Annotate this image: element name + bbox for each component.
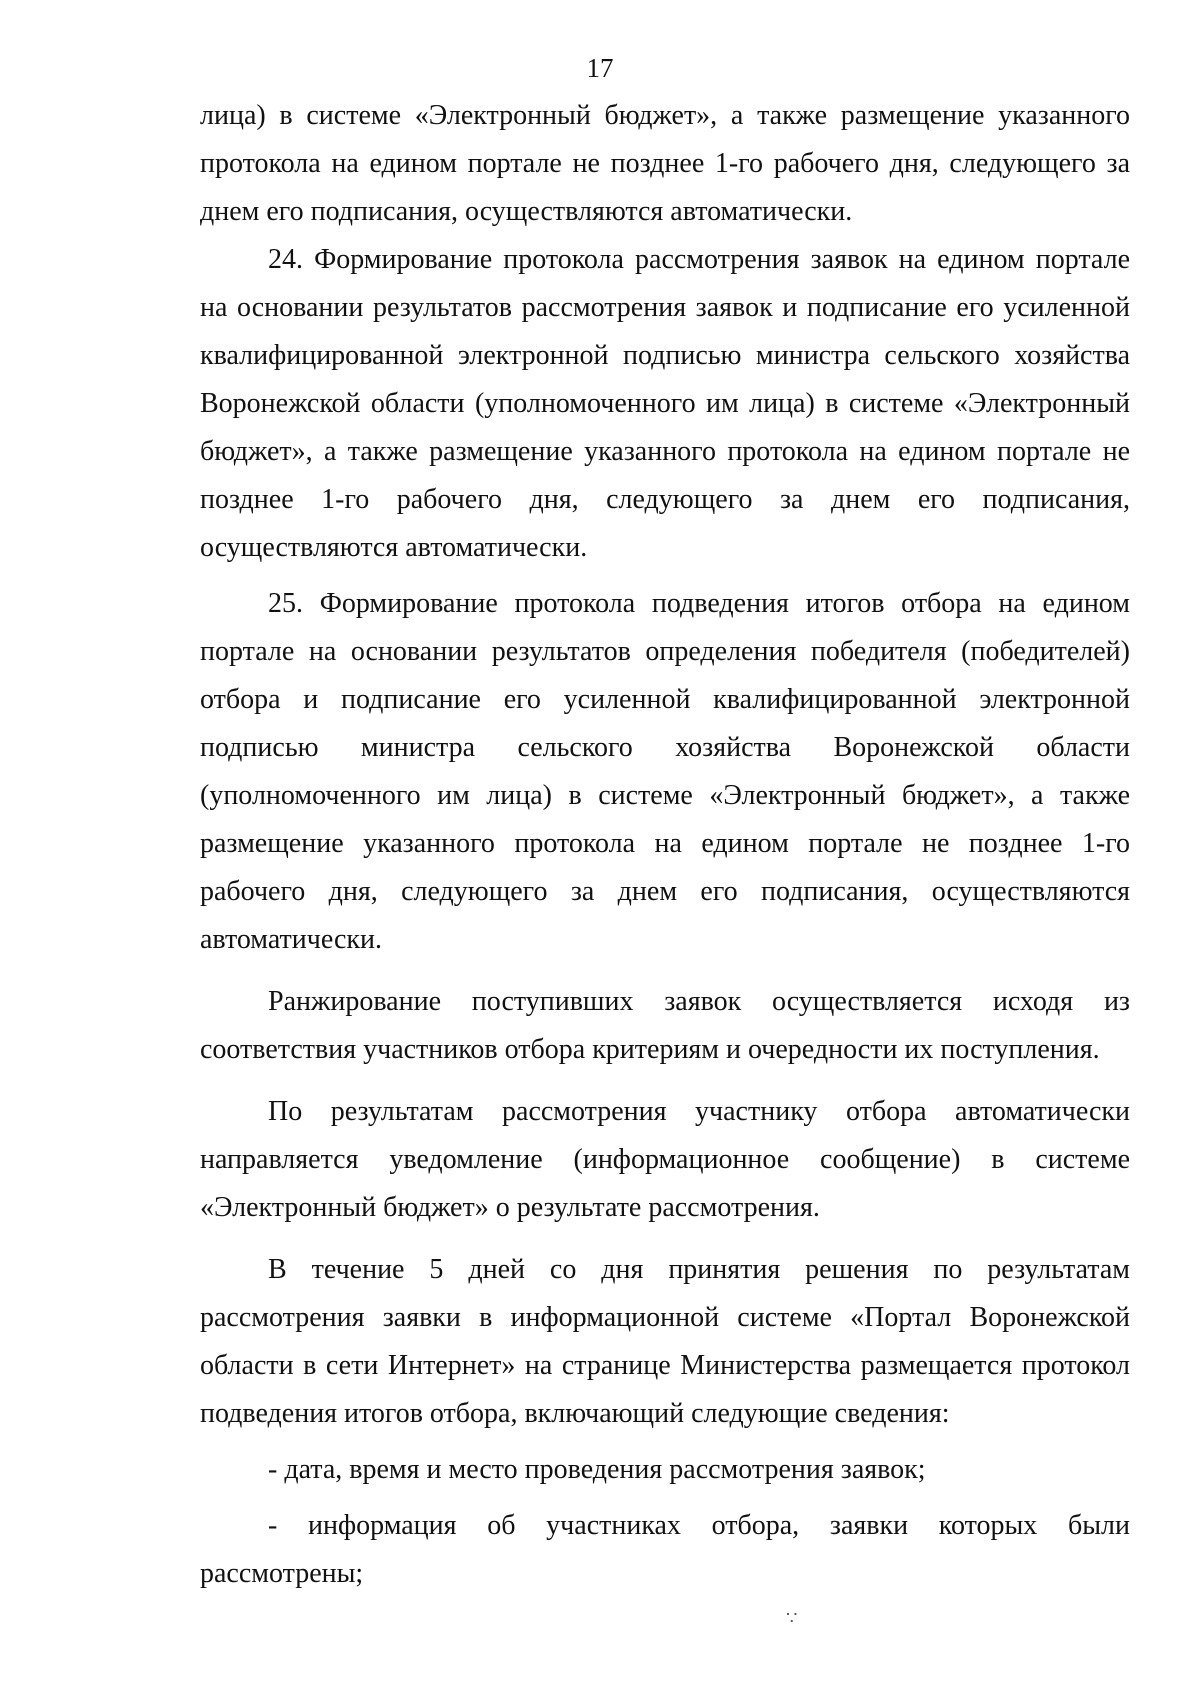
paragraph-ranking: Ранжирование поступивших заявок осуществляется исходя из соответствия участников отбора критериям и очередности их поступления.: [200, 986, 1130, 1065]
scan-artifact-mark: ∵: [786, 1608, 798, 1628]
list-item-participants-info: - информация об участниках отбора, заявки которых были рассмотрены;: [200, 1510, 1130, 1589]
paragraph-item-24: 24. Формирование протокола рассмотрения заявок на едином портале на основании результатов рассмотрения заявок и подписание его усиленной квалифицированной электронной подписью министра сельского хозяйства Воронежской области (уполномоченного им лица) в системе «Электронный бюджет», а также размещение указанного протокола на едином портале не позднее 1-го рабочего дня, следующего за днем его подписания, осуществляются автоматически.: [200, 244, 1130, 563]
paragraph-continuation: лица) в системе «Электронный бюджет», а также размещение указанного протокола на едином портале не позднее 1-го рабочего дня, следующего за днем его подписания, осуществляются автоматически.: [200, 100, 1130, 227]
paragraph-notification: По результатам рассмотрения участнику отбора автоматически направляется уведомление (информационное сообщение) в системе «Электронный бюджет» о результате рассмотрения.: [200, 1096, 1130, 1223]
list-item-date-time-place: - дата, время и место проведения рассмотрения заявок;: [268, 1454, 926, 1485]
page-number: 17: [586, 53, 614, 83]
paragraph-item-25: 25. Формирование протокола подведения итогов отбора на едином портале на основании результатов определения победителя (победителей) отбора и подписание его усиленной квалифицированной электронной подписью министра сельского хозяйства Воронежской области (уполномоченного им лица) в системе «Электронный бюджет», а также размещение указанного протокола на едином портале не позднее 1-го рабочего дня, следующего за днем его подписания, осуществляются автоматически.: [200, 588, 1130, 955]
paragraph-protocol-publication: В течение 5 дней со дня принятия решения по результатам рассмотрения заявки в информационной системе «Портал Воронежской области в сети Интернет» на странице Министерства размещается протокол подведения итогов отбора, включающий следующие сведения:: [200, 1254, 1130, 1429]
document-body: [200, 92, 1130, 1598]
